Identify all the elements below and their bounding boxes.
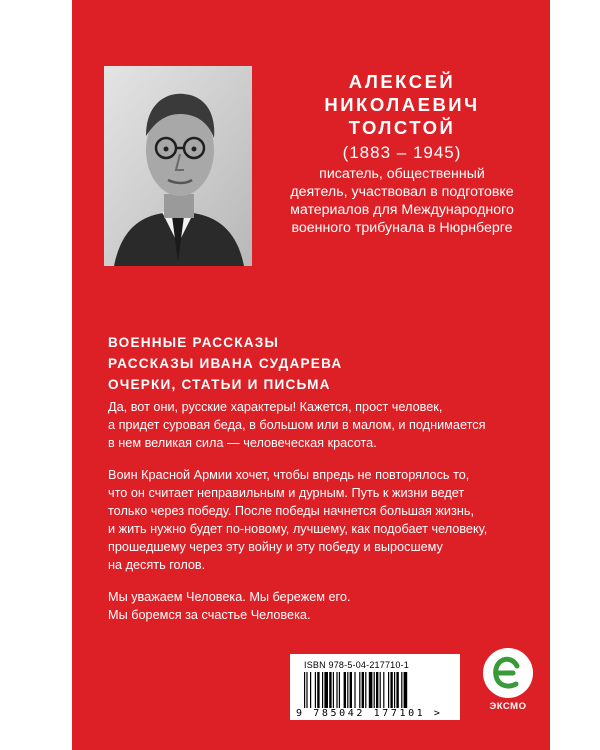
barcode-bar (347, 672, 348, 708)
text-line: Воин Красной Армии хочет, чтобы впредь не повторялось то, (108, 468, 470, 482)
barcode-bar (304, 672, 305, 708)
book-contents-titles (108, 332, 538, 395)
text-line: Мы боремся за счастье Человека. (108, 608, 311, 622)
title-essays-articles-letters: ОЧЕРКИ, СТАТЬИ И ПИСЬМА (108, 377, 331, 392)
barcode-bar (365, 672, 366, 708)
barcode-bar (310, 672, 311, 708)
paragraph-3 (108, 588, 538, 624)
author-portrait-image (104, 66, 252, 266)
barcode-bar (401, 672, 402, 708)
barcode-bar (339, 672, 340, 708)
publisher-name: ЭКСМО (489, 701, 527, 712)
eksmo-e-icon (483, 648, 533, 698)
text-line: в нем великая сила — человеческая красота. (108, 436, 377, 450)
barcode-bar (376, 672, 378, 708)
text-line: и жить нужно будет по-новому, лучшему, как подобает человеку, (108, 522, 488, 536)
barcode-bar (362, 672, 364, 708)
title-ivan-sudarev-stories: РАССКАЗЫ ИВАНА СУДАРЕВА (108, 356, 343, 371)
book-back-cover (72, 0, 550, 750)
barcode-bar (404, 672, 408, 708)
barcode-bar (388, 672, 389, 708)
barcode-bar (344, 672, 346, 708)
barcode-label (290, 654, 460, 720)
title-military-stories: ВОЕННЫЕ РАССКАЗЫ (108, 335, 280, 350)
barcode-bar (394, 672, 395, 708)
author-surname: ТОЛСТОЙ (348, 117, 456, 138)
barcode-icon (304, 672, 448, 708)
publisher-logo (480, 648, 536, 722)
barcode-bar (380, 672, 381, 708)
barcode-bar (333, 672, 334, 708)
barcode-bar (369, 672, 373, 708)
barcode-bar (359, 672, 360, 708)
barcode-bar (396, 672, 398, 708)
barcode-bar (374, 672, 375, 708)
text-line: на десять голов. (108, 558, 206, 572)
text-line: а придет суровая беда, в большом или в малом, и поднимается (108, 418, 486, 432)
author-bio-line: военного трибунала в Нюрнберге (291, 220, 513, 236)
annotation-text (108, 398, 538, 638)
barcode-bar (354, 672, 355, 708)
text-line: что он считает неправильным и дурным. Путь к жизни ведет (108, 486, 465, 500)
barcode-bar (306, 672, 307, 708)
text-line: Мы уважаем Человека. Мы бережем его. (108, 590, 351, 604)
author-first-name: АЛЕКСЕЙ (348, 71, 456, 92)
paragraph-2 (108, 466, 538, 574)
text-line: прошедшему через эту войну и эту победу и выросшему (108, 540, 443, 554)
author-portrait (104, 66, 252, 266)
barcode-bar (350, 672, 352, 708)
eksmo-logo-icon (483, 648, 533, 698)
author-bio-line: писатель, общественный (319, 166, 485, 182)
author-years: (1883 – 1945) (342, 143, 462, 162)
barcode-bar (390, 672, 392, 708)
barcode-bar (383, 672, 384, 708)
author-bio-line: деятель, участвовал в подготовке (290, 184, 514, 200)
isbn-number: ISBN 978-5-04-217710-1 (304, 660, 409, 670)
text-line: только через победу. После победы начнется большая жизнь, (108, 504, 474, 518)
paragraph-1 (108, 398, 538, 452)
author-name (262, 70, 542, 139)
barcode-bar (317, 672, 319, 708)
author-bio (262, 165, 542, 237)
barcode-bar (322, 672, 323, 708)
text-line: Да, вот они, русские характеры! Кажется, прост человек, (108, 400, 443, 414)
barcode-bar (329, 672, 331, 708)
barcode-bar (315, 672, 316, 708)
ean-number: 9 785042 177101 > (296, 708, 443, 719)
barcode-bar (336, 672, 337, 708)
author-info (262, 70, 542, 237)
author-patronymic: НИКОЛАЕВИЧ (324, 94, 480, 115)
author-bio-line: материалов для Международного (290, 202, 514, 218)
barcode-bar (324, 672, 328, 708)
